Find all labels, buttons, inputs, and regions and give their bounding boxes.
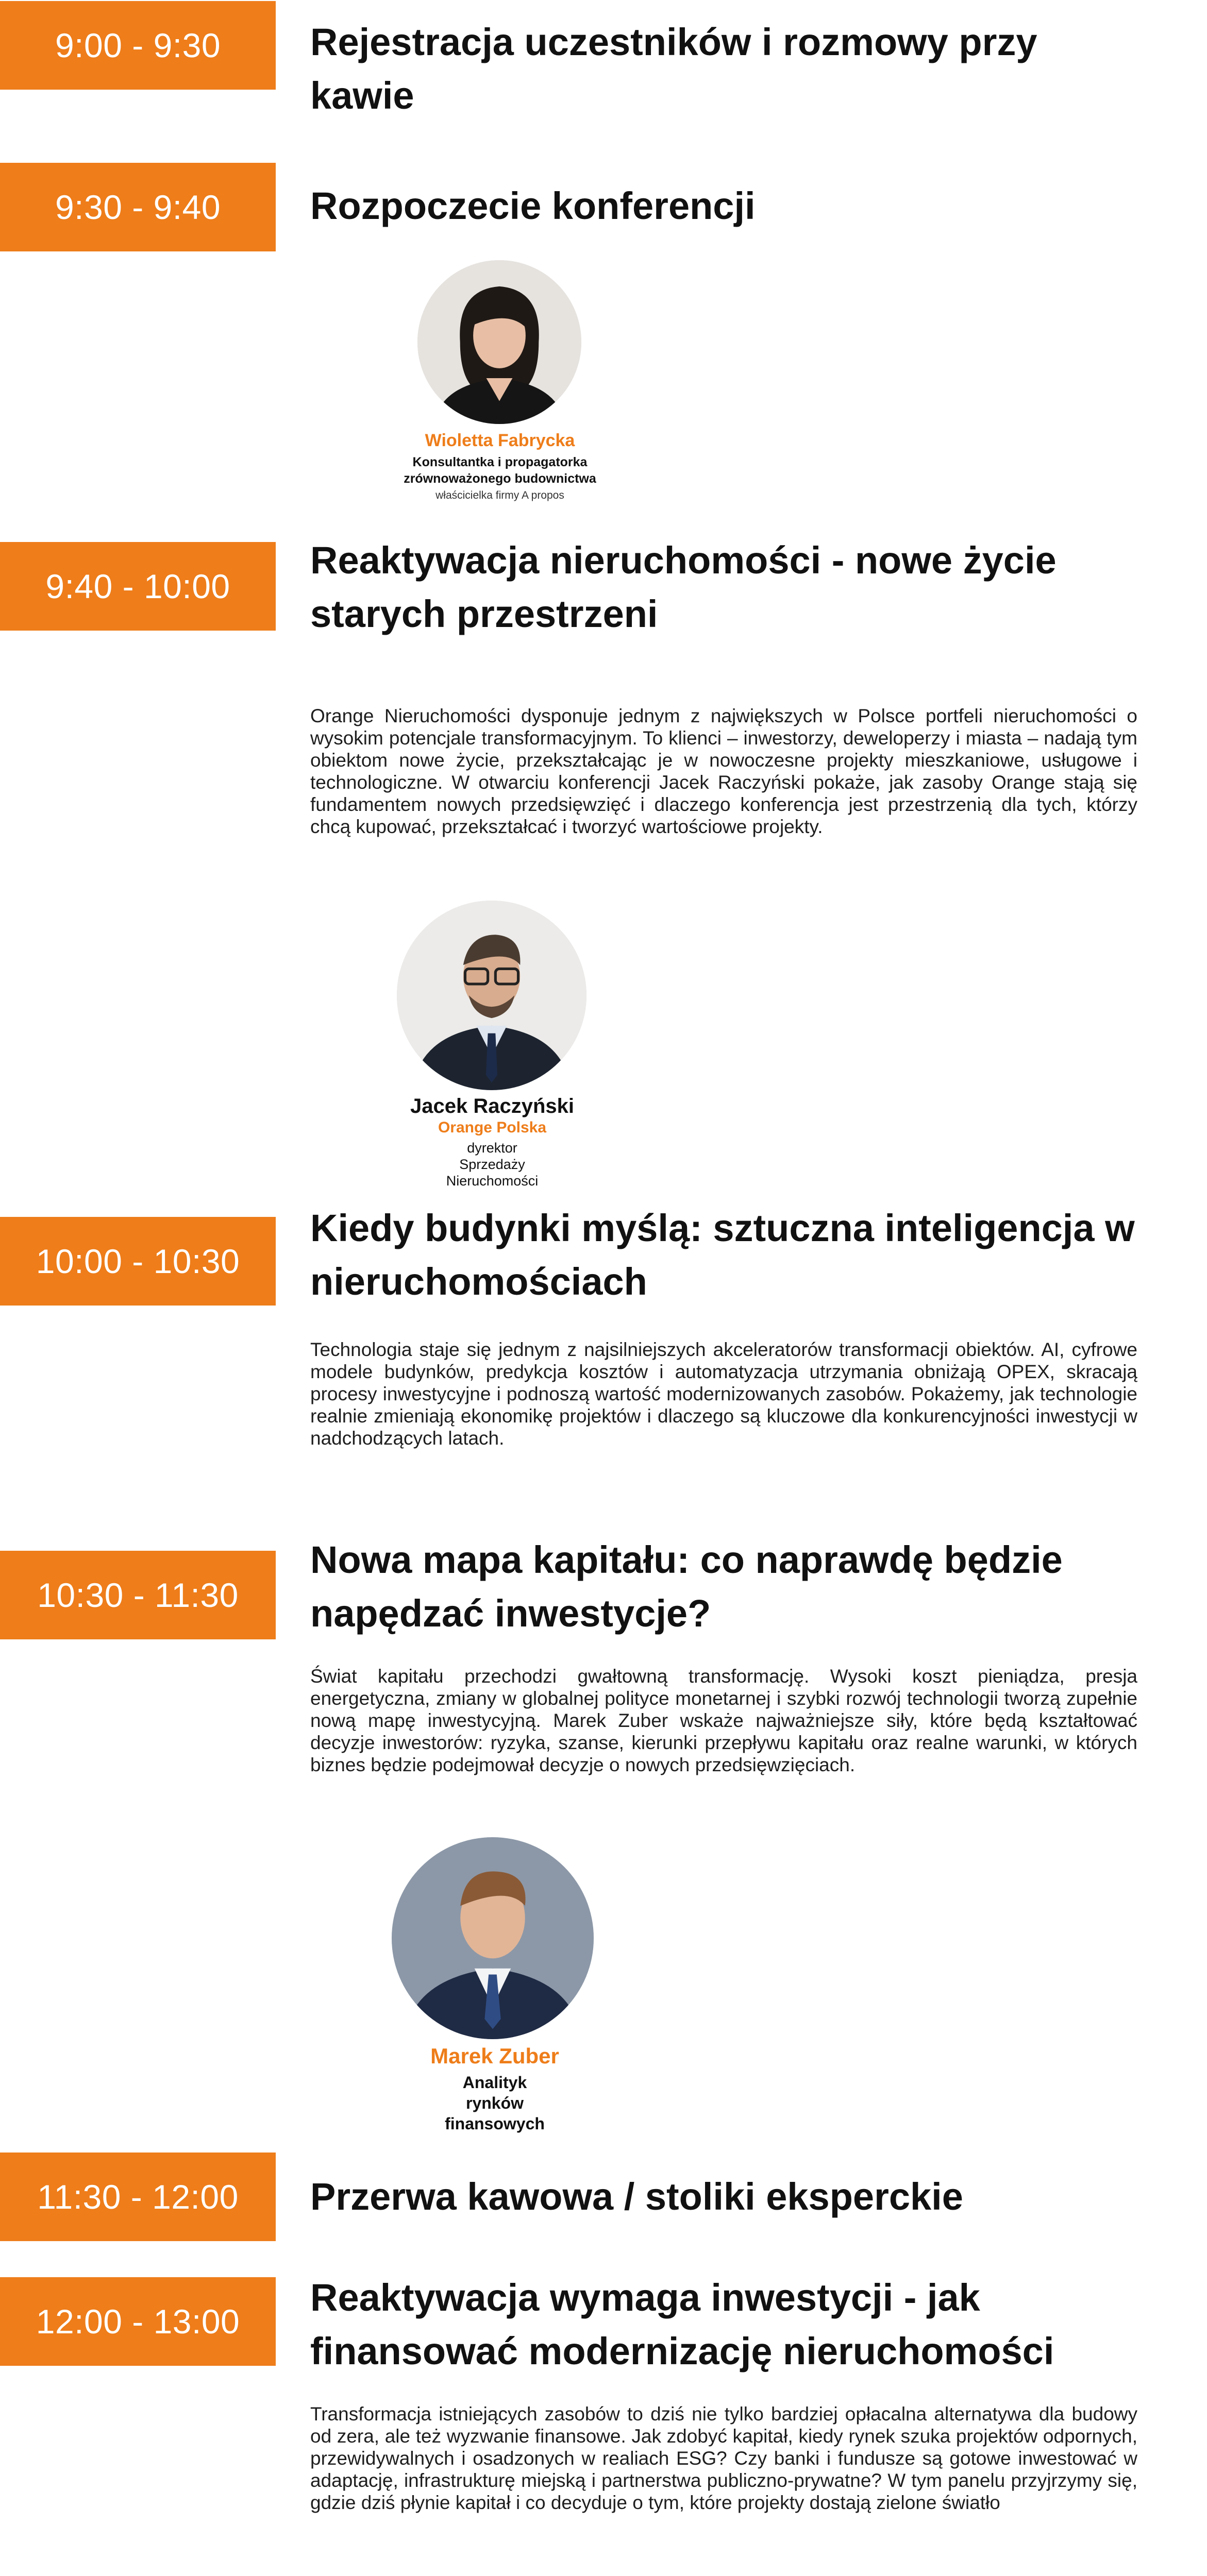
session-description: Transformacja istniejących zasobów to dziś nie tylko bardziej opłacalna alternatywa dla budowy od zera, ale też wyzwanie finansowe. Jak zdobyć kapitał, kiedy rynek szuka projektów odpornych, przewidywalnych i osadzonych w realiach ESG? Czy banki i fundusze są gotowe inwestować w adaptację, infrastrukturę miejską i partnerstwa publiczno-prywatne? W tym panelu przyjrzymy się, gdzie dziś płynie kapitał i co decyduje o tym, które projekty dostają zielone światło xyxy=(310,2403,1137,2513)
speaker-role: dyrektor Sprzedaży Nieruchomości xyxy=(446,1140,539,1189)
session-title: Rejestracja uczestników i rozmowy przy kawie xyxy=(310,21,1037,117)
session-title: Kiedy budynki myślą: sztuczna inteligencja w nieruchomościach xyxy=(310,1207,1135,1303)
session-title: Reaktywacja nieruchomości - nowe życie starych przestrzeni xyxy=(310,539,1057,635)
speaker-role: Analityk rynków finansowych xyxy=(445,2073,545,2133)
speaker-portrait-icon xyxy=(392,1837,594,2039)
time-slot: 9:30 - 9:40 xyxy=(0,163,276,251)
speaker-note: właścicielka firmy A propos xyxy=(435,489,564,501)
speaker-role: Konsultantka i propagatorka zrównoważonego budownictwa xyxy=(404,455,596,486)
time-slot: 9:40 - 10:00 xyxy=(0,542,276,631)
speaker-card xyxy=(356,2043,634,2134)
speaker-name: Jacek Raczyński xyxy=(410,1095,574,1117)
speaker-card xyxy=(350,430,649,503)
speaker-name: Wioletta Fabrycka xyxy=(425,431,575,450)
speaker-portrait-icon xyxy=(397,901,586,1090)
time-slot: 11:30 - 12:00 xyxy=(0,2153,276,2241)
speaker-organization: Orange Polska xyxy=(438,1119,547,1136)
session-title: Reaktywacja wymaga inwestycji - jak finansować modernizację nieruchomości xyxy=(310,2276,1054,2372)
time-slot: 10:00 - 10:30 xyxy=(0,1217,276,1306)
session-description: Świat kapitału przechodzi gwałtowną transformację. Wysoki koszt pieniądza, presja energetyczna, zmiany w globalnej polityce monetarnej i szybki rozwój technologii tworzą zupełnie nową mapę inwestycyjną. Marek Zuber wskaże najważniejsze siły, które będą kształtować decyzje inwestorów: ryzyka, szanse, kierunki przepływu kapitału oraz realne warunki, w których biznes będzie podejmował decyzje o nowych przedsięwzięciach. xyxy=(310,1666,1137,1775)
session-description: Orange Nieruchomości dysponuje jednym z największych w Polsce portfeli nieruchomości o wysokim potencjale transformacyjnym. To klienci – inwestorzy, deweloperzy i miasta – nadają tym obiektom nowe życie, przekształcając je w nowoczesne projekty mieszkaniowe, usługowe i technologiczne. W otwarciu konferencji Jacek Raczyński pokaże, jak zasoby Orange stają się fundamentem nowych przedsięwzięć i dlaczego konferencja jest przestrzenią dla tych, którzy chcą kupować, przekształcać i tworzyć wartościowe projekty. xyxy=(310,705,1137,837)
speaker-photo xyxy=(417,260,581,424)
time-slot: 10:30 - 11:30 xyxy=(0,1551,276,1639)
time-slot: 9:00 - 9:30 xyxy=(0,1,276,90)
speaker-card xyxy=(335,1094,649,1189)
session-title: Rozpoczecie konferencji xyxy=(310,184,756,227)
time-slot: 12:00 - 13:00 xyxy=(0,2277,276,2366)
speaker-photo xyxy=(392,1837,594,2039)
session-title: Nowa mapa kapitału: co naprawdę będzie napędzać inwestycje? xyxy=(310,1538,1063,1635)
session-description: Technologia staje się jednym z najsilniejszych akceleratorów transformacji obiektów. AI, cyfrowe modele budynków, predykcja kosztów i automatyzacja utrzymania obniżają OPEX, skracają procesy inwestycyjne i podnoszą wartość modernizowanych zasobów. Pokażemy, jak technologie realnie zmieniają ekonomikę projektów i dlaczego są kluczowe dla konkurencyjności inwestycji w nadchodzących latach. xyxy=(310,1339,1137,1449)
speaker-photo xyxy=(397,901,586,1090)
speaker-name: Marek Zuber xyxy=(430,2044,559,2068)
session-title: Przerwa kawowa / stoliki eksperckie xyxy=(310,2175,963,2218)
speaker-portrait-icon xyxy=(417,260,581,424)
